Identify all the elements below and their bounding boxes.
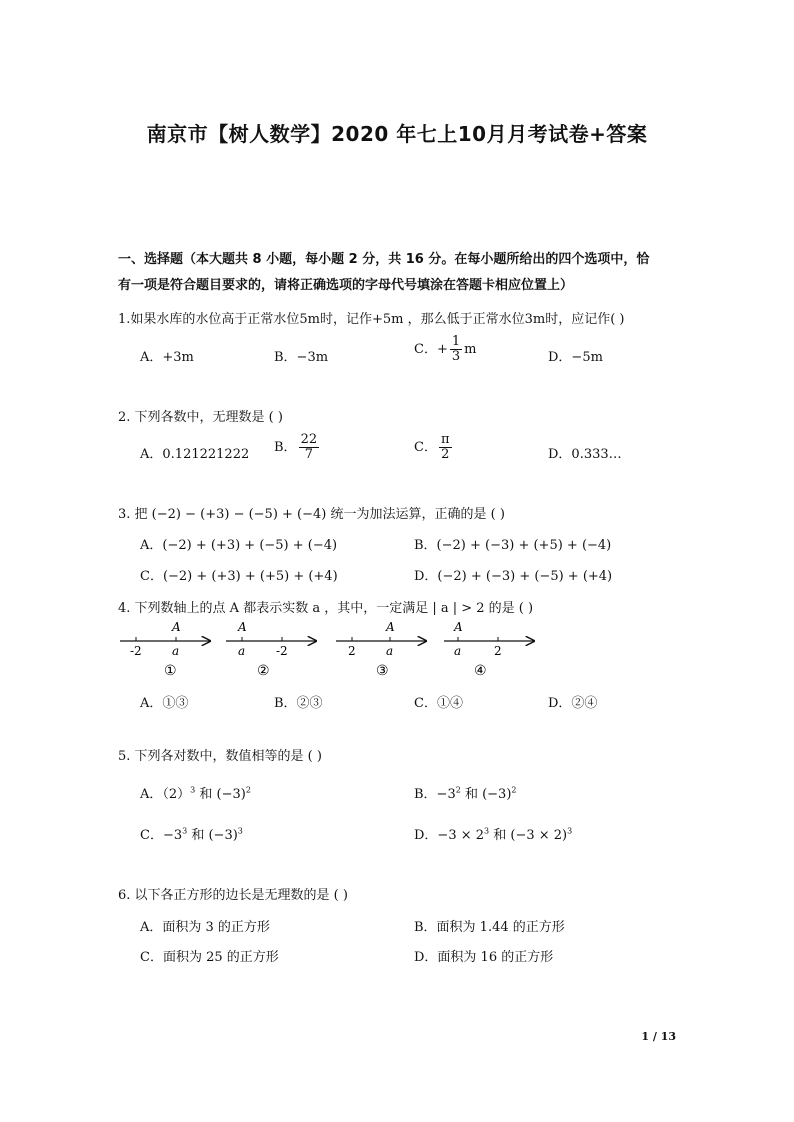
line2-point-label: A: [238, 620, 247, 634]
q3-option-d: D．(−2) + (−3) + (−5) + (+4): [414, 569, 613, 584]
q1-option-c-denominator: 3: [451, 349, 461, 364]
line1-var-label: a: [172, 644, 180, 658]
q1-option-c-numerator: 1: [451, 334, 461, 349]
line2-ref-label: -2: [276, 644, 288, 658]
line3-point-label: A: [386, 620, 395, 634]
section-heading-line1: 一、选择题（本大题共 8 小题，每小题 2 分，共 16 分。在每小题所给出的四个选项中，恰: [118, 252, 650, 267]
q1-option-b: B．−3m: [274, 350, 329, 365]
q2-option-c-denominator: 2: [441, 447, 450, 462]
line1-circle-label: ①: [164, 663, 177, 679]
line4-point-label: A: [454, 620, 463, 634]
q5-a-base: A．（2）: [140, 787, 191, 802]
q2-option-c-fraction: [439, 433, 452, 462]
line1-ref-label: -2: [130, 644, 142, 658]
q2-option-b-fraction: [299, 433, 320, 462]
q6-option-d: D．面积为 16 的正方形: [414, 950, 554, 965]
question-6-stem: 6. 以下各正方形的边长是无理数的是 ( ): [118, 888, 348, 903]
q4-option-b: B．②③: [274, 696, 323, 711]
q5-option-a: [140, 783, 251, 802]
q5-a-exp1: 3: [190, 785, 196, 795]
number-lines-figure: [114, 615, 544, 683]
q1-option-c-fraction: [450, 335, 462, 364]
question-2-stem: 2. 下列各数中，无理数是 ( ): [118, 410, 283, 425]
question-4-stem: 4. 下列数轴上的点 A 都表示实数 a ，其中，一定满足 | a | > 2 的是 ( ): [118, 601, 534, 616]
q5-c-base: C．−3: [140, 828, 183, 843]
q5-c-exp2: 3: [237, 826, 243, 836]
q5-d-exp2: 3: [567, 826, 573, 836]
q2-option-c-prefix: C．: [414, 440, 437, 455]
q1-option-c-prefix: C．+: [414, 342, 448, 357]
line3-circle-label: ③: [376, 663, 389, 679]
q5-d-mid: 和 (−3 × 2): [489, 828, 568, 843]
q5-d-exp1: 3: [484, 826, 490, 836]
q3-option-a: A．(−2) + (+3) + (−5) + (−4): [140, 538, 338, 553]
q5-b-mid: 和 (−3): [460, 787, 512, 802]
q5-option-b: [414, 783, 516, 802]
line3-var-label: a: [386, 644, 394, 658]
section-heading-line2: 有一项是符合题目要求的，请将正确选项的字母代号填涂在答题卡相应位置上）: [118, 278, 574, 293]
line2-circle-label: ②: [257, 663, 270, 679]
q5-c-mid: 和 (−3): [187, 828, 238, 843]
q4-option-c: C．①④: [414, 696, 463, 711]
line4-ref-label: 2: [494, 644, 502, 658]
q2-option-b: [274, 433, 321, 462]
q1-option-c-suffix: m: [464, 342, 477, 357]
q2-option-b-denominator: 7: [304, 447, 313, 462]
q5-a-mid: 和 (−3): [195, 787, 246, 802]
q2-option-d: D．0.333…: [548, 447, 622, 462]
q2-option-c: [414, 433, 454, 462]
number-line-2: [226, 620, 316, 679]
q4-option-d: D．②④: [548, 696, 598, 711]
q5-a-exp2: 2: [245, 785, 251, 795]
number-line-3: [336, 620, 426, 679]
page-number: 1 / 13: [641, 1030, 676, 1043]
q6-option-a: A．面积为 3 的正方形: [140, 920, 270, 935]
line2-var-label: a: [238, 644, 246, 658]
q4-option-a: A．①③: [140, 696, 189, 711]
line1-point-label: A: [172, 620, 181, 634]
q6-option-c: C．面积为 25 的正方形: [140, 950, 279, 965]
q3-option-b: B．(−2) + (−3) + (+5) + (−4): [414, 538, 612, 553]
q5-d-base: D．−3 × 2: [414, 828, 485, 843]
question-3-stem: 3. 把 (−2) − (+3) − (−5) + (−4) 统一为加法运算，正确的是 ( ): [118, 507, 505, 522]
q2-option-c-numerator: π: [440, 432, 450, 447]
q5-option-d: [414, 824, 572, 843]
question-1-stem: 1.如果水库的水位高于正常水位5m时，记作+5m ，那么低于正常水位3m时，应记作( ): [118, 312, 625, 327]
q2-option-b-prefix: B．: [274, 440, 297, 455]
q1-option-a: A．+3m: [140, 350, 194, 365]
line4-circle-label: ④: [474, 663, 487, 679]
q5-option-c: [140, 824, 243, 843]
q2-option-b-numerator: 22: [300, 432, 318, 447]
line4-var-label: a: [454, 644, 462, 658]
q2-option-a: A．0.121221222: [140, 447, 250, 462]
q5-b-base: B．−3: [414, 787, 456, 802]
q1-option-c: [414, 335, 476, 364]
number-line-1: [120, 620, 210, 679]
q5-b-exp1: 2: [455, 785, 461, 795]
number-line-4: [444, 620, 534, 679]
q3-option-c: C．(−2) + (+3) + (+5) + (+4): [140, 569, 338, 584]
q5-c-exp1: 3: [182, 826, 188, 836]
q5-b-exp2: 2: [511, 785, 517, 795]
q1-option-d: D．−5m: [548, 350, 603, 365]
page-title: 南京市【树人数学】2020 年七上10月月考试卷+答案: [146, 122, 648, 146]
q6-option-b: B．面积为 1.44 的正方形: [414, 920, 565, 935]
question-5-stem: 5. 下列各对数中，数值相等的是 ( ): [118, 749, 322, 764]
line3-ref-label: 2: [348, 644, 356, 658]
